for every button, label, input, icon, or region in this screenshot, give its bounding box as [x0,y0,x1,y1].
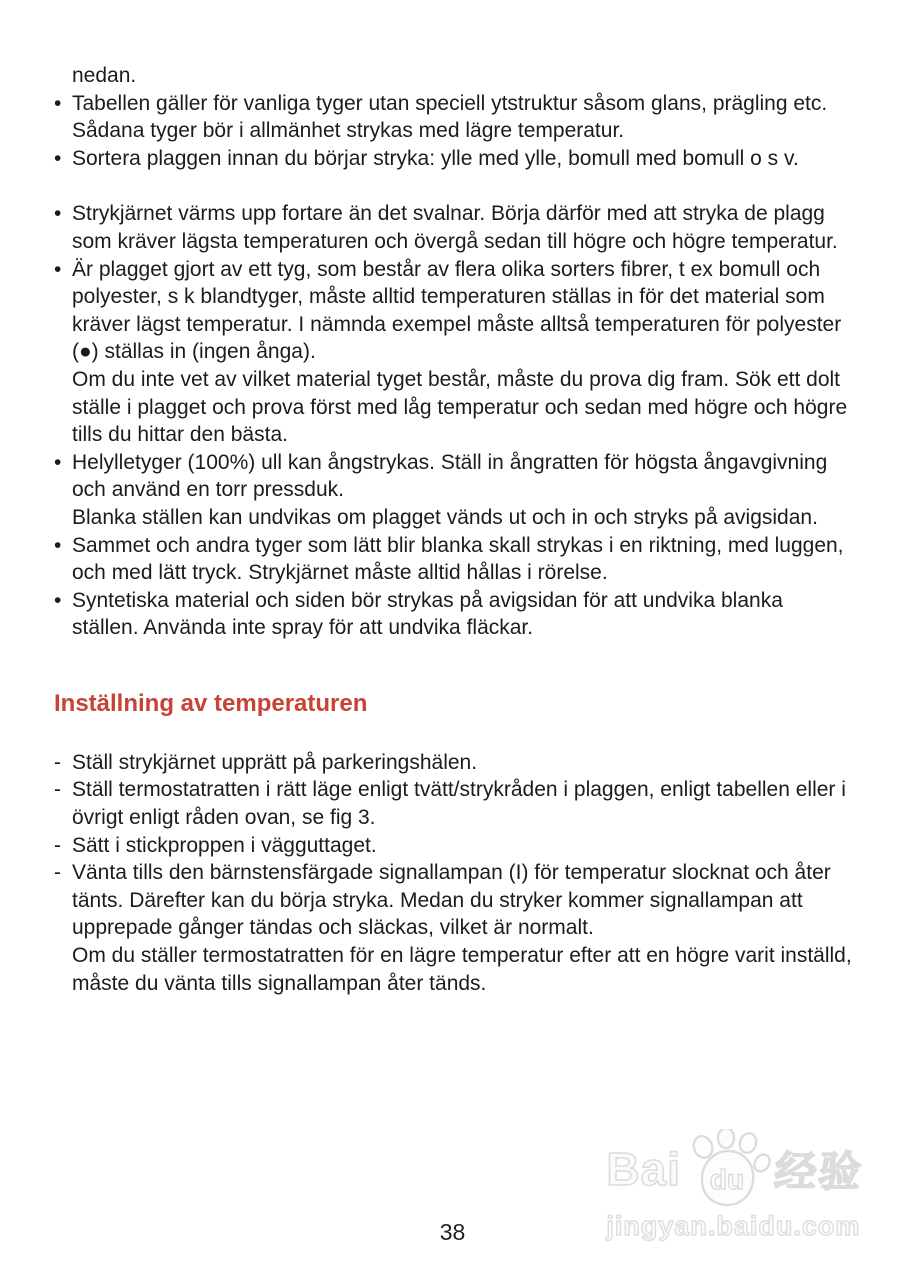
paragraph-text: nedan. [72,64,137,87]
bullet-marker: • [54,450,62,474]
page-content [54,62,854,997]
paragraph-text: Om du inte vet av vilket material tyget består, måste du prova dig fram. Sök ett dolt ställe i plagget och prova först med låg temperatur och sedan med högre och högre tills du hittar den bästa. [72,367,848,447]
bullet-text: Sammet och andra tyger som lätt blir blanka skall strykas i en riktning, med luggen, och med lätt tryck. Strykjärnet måste alltid hållas i rörelse. [72,533,844,585]
bullet-text: Strykjärnet värms upp fortare än det svalnar. Börja därför med att stryka de plagg som kräver lägsta temperaturen och övergå sedan till högre och högre temperatur. [72,202,838,253]
page-number: 38 [439,1219,466,1245]
bullet-item [54,256,854,366]
bullet-item [54,532,854,587]
bullet-item [54,449,854,504]
paragraph-continuation [54,504,854,532]
dash-marker: - [54,750,61,774]
bullet-text: Sortera plaggen innan du börjar stryka: ylle med ylle, bomull med bomull o s v. [72,146,799,170]
step-text: Ställ strykjärnet upprätt på parkeringshälen. [72,750,478,774]
step-text: Vänta tills den bärnstensfärgade signallampan (I) för temperatur slocknat och åter tänts. Därefter kan du börja stryka. Medan du stryker kommer signallampan att upprepade gånger tändas och släckas, vilket är normalt. [72,861,831,940]
paragraph-text: Blanka ställen kan undvikas om plagget vänds ut och in och stryks på avigsidan. [72,505,818,529]
paragraph-continuation [54,942,854,997]
baidu-logo [606,1129,866,1209]
bullet-item [54,145,854,173]
bullet-marker: • [54,257,62,281]
bullet-marker: • [54,202,62,226]
dash-marker: - [54,861,61,885]
section-heading: Inställning av temperaturen [54,689,368,717]
bullet-item [54,90,854,145]
paragraph-continuation [54,366,854,449]
step-item [54,776,854,831]
step-text: Ställ termostatratten i rätt läge enligt tvätt/strykråden i plaggen, enligt tabellen eller i övrigt enligt råden ovan, se fig 3. [72,778,846,830]
step-item [54,859,854,942]
bullet-item [54,587,854,642]
step-item [54,749,854,777]
bullet-text: Tabellen gäller för vanliga tyger utan speciell ytstruktur såsom glans, prägling etc. Sådana tyger bör i allmänhet strykas med lägre temperatur. [72,91,828,143]
baidu-logo-text-left: Bai [606,1143,681,1195]
dash-marker: - [54,778,61,802]
bullet-marker: • [54,533,62,557]
bullet-text: Helylletyger (100%) ull kan ångstrykas. Ställ in ångratten för högsta ångavgivning och använd en torr pressduk. [72,450,828,502]
bullet-marker: • [54,146,62,170]
dash-marker: - [54,833,61,857]
step-text: Sätt i stickproppen i vägguttaget. [72,833,377,857]
bullet-item [54,200,854,255]
step-item [54,832,854,860]
paragraph-text: Om du ställer termostatratten för en lägre temperatur efter att en högre varit inställd, måste du vänta tills signallampan åter tänds. [72,944,852,995]
bullet-marker: • [54,588,62,612]
baidu-logo-text-paw: du [709,1164,745,1195]
paw-icon [685,1129,771,1209]
bullet-text: Är plagget gjort av ett tyg, som består av flera olika sorters fibrer, t ex bomull och polyester, s k blandtyger, måste alltid temperaturen ställas in för det material som kräver lägst temperatur. I nämnda exempel måste alltså temperaturen för polyester (●) ställas in (ingen ånga). [72,257,842,364]
watermark-url: jingyan.baidu.com [606,1211,861,1241]
baidu-logo-cjk: 经验 [772,1148,866,1195]
bullet-marker: • [54,91,62,115]
bullet-text: Syntetiska material och siden bör strykas på avigsidan för att undvika blanka ställen. Använda inte spray för att undvika fläckar. [72,588,783,640]
paragraph-continuation [54,62,854,90]
